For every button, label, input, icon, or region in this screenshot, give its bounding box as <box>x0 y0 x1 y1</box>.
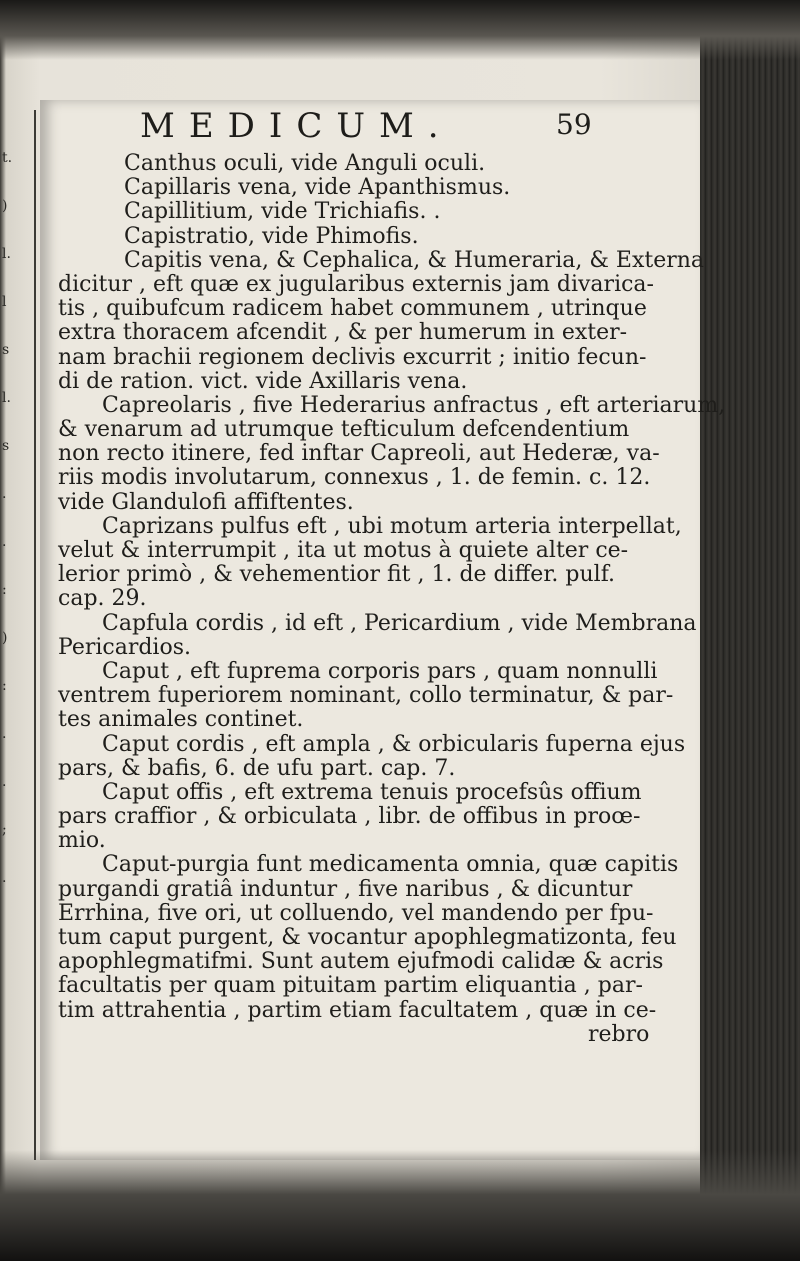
text-line: tis , quibufcum radicem habet communem , utrinque <box>58 296 647 322</box>
text-line: ventrem fuperiorem nominant, collo terminatur, & par- <box>58 683 674 709</box>
margin-mark: ; <box>2 822 7 838</box>
text-line: Capitis vena, & Cephalica, & Humeraria, & Externa <box>124 247 705 273</box>
text-line: dicitur , eft quæ ex jugularibus externis jam divarica- <box>58 271 654 297</box>
margin-mark: . <box>2 726 7 742</box>
text-line: tim attrahentia , partim etiam facultatem , quæ in ce- <box>58 997 657 1023</box>
text-line: Caprizans pulfus eft , ubi motum arteria interpellat, <box>102 513 682 539</box>
text-line: riis modis involutarum, connexus , 1. de femin. c. 12. <box>58 465 651 491</box>
text-line: Pericardios. <box>58 634 191 660</box>
previous-page-edge <box>0 110 36 1160</box>
catchword: rebro <box>588 1021 650 1047</box>
text-line: pars, & bafis, 6. de ufu part. cap. 7. <box>58 755 456 781</box>
margin-mark: s <box>2 438 10 454</box>
text-line: & venarum ad utrumque tefticulum defcendentium <box>58 417 630 443</box>
margin-mark: : <box>2 678 7 694</box>
header-title: MEDICUM. <box>140 106 453 146</box>
text-line: Capreolaris , five Hederarius anfractus , eft arteriarum, <box>102 392 726 418</box>
text-line: Caput-purgia funt medicamenta omnia, quæ capitis <box>102 852 679 878</box>
margin-mark: s <box>2 342 10 358</box>
text-line: vide Glandulofi affiftentes. <box>58 489 354 515</box>
margin-mark: l. <box>2 246 11 262</box>
running-header <box>140 106 640 146</box>
text-line: purgandi gratiâ induntur , five naribus , & dicuntur <box>58 876 633 902</box>
margin-mark: . <box>2 486 7 502</box>
book-edge-right <box>700 0 800 1261</box>
text-line: velut & interrumpit , ita ut motus à quiete alter ce- <box>58 538 629 563</box>
margin-mark: . <box>2 534 7 550</box>
text-line: Canthus oculi, vide Anguli oculi. <box>124 151 486 176</box>
text-line: nam brachii regionem declivis excurrit ; initio fecun- <box>58 344 647 370</box>
text-line: pars craffior , & orbiculata , libr. de offibus in proœ- <box>58 804 641 830</box>
text-line: lerior primò , & vehementior fit , 1. de differ. pulf. <box>58 562 616 588</box>
margin-mark: ) <box>2 630 8 646</box>
margin-mark: . <box>2 870 7 886</box>
text-line: Capfula cordis , id eft , Pericardium , vide Membrana <box>102 610 697 636</box>
text-line: cap. 29. <box>58 586 147 612</box>
scan-shadow-bottom <box>0 1150 800 1261</box>
text-line: Caput offis , eft extrema tenuis procefsûs offium <box>102 779 642 805</box>
text-line: tes animales continet. <box>58 707 304 733</box>
text-line: mio. <box>58 828 106 854</box>
margin-mark: l. <box>2 390 11 406</box>
margin-mark: l <box>2 294 7 310</box>
text-line: non recto itinere, fed inftar Capreoli, aut Hederæ, va- <box>58 441 660 467</box>
margin-mark: : <box>2 582 7 598</box>
text-line: tum caput purgent, & vocantur apophlegmatizonta, feu <box>58 925 677 950</box>
text-line: Errhina, five ori, ut colluendo, vel mandendo per fpu- <box>58 900 654 926</box>
text-line: extra thoracem afcendit , & per humerum in exter- <box>58 320 628 346</box>
text-line: Caput cordis , eft ampla , & orbicularis fuperna ejus <box>102 731 686 757</box>
text-line: di de ration. vict. vide Axillaris vena. <box>58 368 468 394</box>
text-line: facultatis per quam pituitam partim eliquantia , par- <box>58 973 643 999</box>
text-line: apophlegmatifmi. Sunt autem ejufmodi calidæ & acris <box>58 949 664 975</box>
page-number: 59 <box>556 108 592 141</box>
book-page <box>40 100 726 1160</box>
text-line: Capistratio, vide Phimofis. <box>124 223 419 249</box>
dictionary-text <box>58 151 726 1047</box>
margin-mark: ) <box>2 198 8 214</box>
margin-mark: t. <box>2 150 13 166</box>
text-line: Caput , eft fuprema corporis pars , quam nonnulli <box>102 658 658 684</box>
text-line: Capillaris vena, vide Apanthismus. <box>124 175 511 201</box>
scan-shadow-top <box>0 0 800 60</box>
margin-mark: . <box>2 774 7 790</box>
text-line: Capillitium, vide Trichiafis. . <box>124 199 441 225</box>
